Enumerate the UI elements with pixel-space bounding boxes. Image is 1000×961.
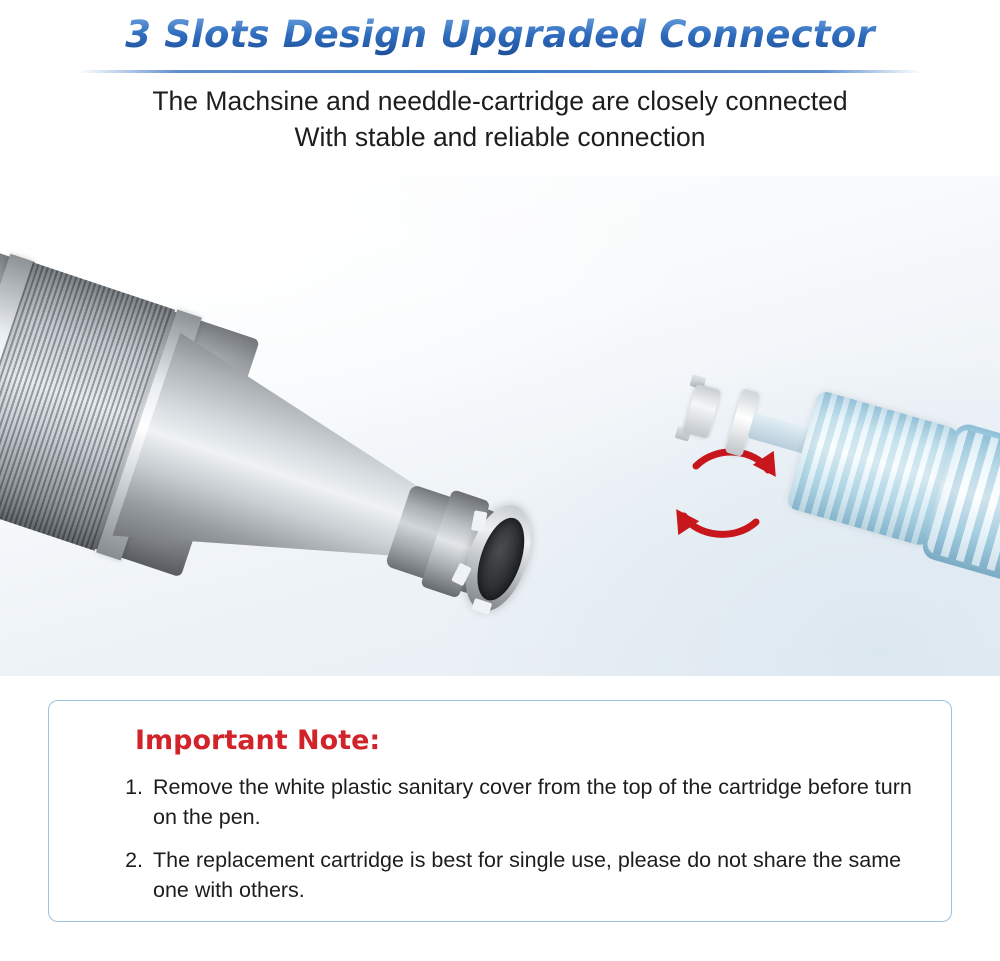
subtitle-line-2: With stable and reliable connection: [294, 121, 706, 152]
important-note-list: [103, 773, 915, 920]
headline-container: [0, 14, 1000, 57]
important-note-title: Important Note:: [135, 725, 381, 756]
list-item: 1. Remove the white plastic sanitary cover from the top of the cartridge before turn on the pen.: [149, 773, 915, 832]
subtitle: [0, 84, 1000, 156]
page-title: 3 Slots Design Upgraded Connector: [0, 14, 1000, 57]
cartridge-plug-head: [683, 384, 722, 439]
list-item: 2. The replacement cartridge is best for single use, please do not share the same one with others.: [149, 846, 915, 905]
product-photo: [0, 176, 1000, 676]
important-note-box: [48, 700, 952, 922]
title-divider: [78, 70, 922, 73]
subtitle-line-1: The Machsine and needdle-cartridge are closely connected: [152, 86, 848, 116]
